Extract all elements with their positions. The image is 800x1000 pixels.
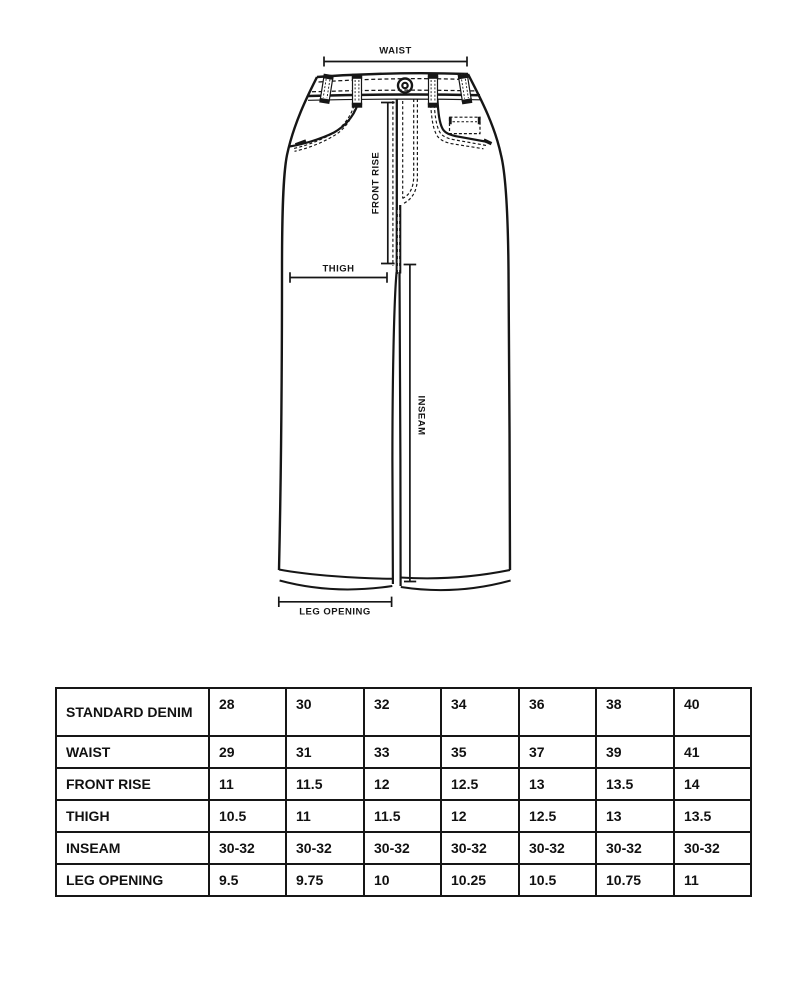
size-value-cell: 14 [674, 768, 751, 800]
inseam-dimension [404, 265, 427, 582]
size-value-cell: 10.5 [519, 864, 596, 896]
row-label-thigh: THIGH [56, 800, 209, 832]
size-value-cell: 38 [596, 688, 674, 736]
size-value-cell: 30-32 [364, 832, 441, 864]
size-value-cell: 11.5 [364, 800, 441, 832]
waistband-under-line [308, 99, 481, 100]
left-side-seam [279, 77, 317, 570]
right-front-pocket [430, 99, 491, 149]
jeans-outline [279, 73, 511, 590]
size-value-cell: 39 [596, 736, 674, 768]
size-value-cell: 30-32 [441, 832, 519, 864]
front-rise-dimension [371, 103, 395, 264]
size-value-cell: 11 [209, 768, 286, 800]
size-value-cell: 13 [519, 768, 596, 800]
size-value-cell: 29 [209, 736, 286, 768]
size-value-cell: 36 [519, 688, 596, 736]
size-value-cell: 33 [364, 736, 441, 768]
right-inseam-line [400, 272, 401, 586]
row-label-standard-denim: STANDARD DENIM [56, 688, 209, 736]
size-value-cell: 11 [286, 800, 364, 832]
size-value-cell: 35 [441, 736, 519, 768]
size-value-cell: 30-32 [519, 832, 596, 864]
inseam-label: INSEAM [415, 395, 427, 436]
waist-label: WAIST [379, 45, 412, 57]
left-leg-hem [279, 570, 393, 590]
header-row [56, 688, 751, 736]
row-label-inseam: INSEAM [56, 832, 209, 864]
row-label-front-rise: FRONT RISE [56, 768, 209, 800]
inseam-dimension-line [404, 265, 417, 582]
left-front-pocket [290, 99, 360, 151]
waistband-top-stitch [319, 79, 467, 82]
waistband-bottom-stitch [312, 90, 478, 92]
size-value-cell: 12.5 [441, 768, 519, 800]
size-value-cell: 13.5 [674, 800, 751, 832]
measurement-row-inseam [56, 832, 751, 864]
size-value-cell: 32 [364, 688, 441, 736]
size-value-cell: 9.75 [286, 864, 364, 896]
size-value-cell: 13 [596, 800, 674, 832]
measurement-row-leg-opening [56, 864, 751, 896]
measurement-row-waist [56, 736, 751, 768]
size-chart-table [55, 687, 752, 897]
left-inseam-line [392, 272, 396, 584]
size-value-cell: 41 [674, 736, 751, 768]
size-value-cell: 10.75 [596, 864, 674, 896]
size-value-cell: 34 [441, 688, 519, 736]
size-value-cell: 30-32 [596, 832, 674, 864]
size-value-cell: 10.25 [441, 864, 519, 896]
size-value-cell: 30-32 [286, 832, 364, 864]
size-value-cell: 12 [364, 768, 441, 800]
size-value-cell: 12.5 [519, 800, 596, 832]
thigh-dimension [290, 264, 387, 283]
belt-loop-left [352, 74, 362, 108]
size-value-cell: 28 [209, 688, 286, 736]
leg-opening-dimension-line [279, 597, 392, 607]
leg-opening-dimension [279, 597, 392, 618]
size-value-cell: 37 [519, 736, 596, 768]
right-leg-hem [400, 570, 510, 590]
size-value-cell: 13.5 [596, 768, 674, 800]
measurement-row-front-rise [56, 768, 751, 800]
size-value-cell: 30-32 [209, 832, 286, 864]
waist-dimension-line [324, 57, 467, 67]
fly-detail [393, 99, 418, 274]
size-value-cell: 9.5 [209, 864, 286, 896]
size-value-cell: 12 [441, 800, 519, 832]
size-value-cell: 10.5 [209, 800, 286, 832]
right-pocket-bartack [484, 140, 492, 144]
row-label-waist: WAIST [56, 736, 209, 768]
front-rise-label: FRONT RISE [370, 151, 382, 215]
belt-loop-right [428, 74, 438, 108]
size-value-cell: 40 [674, 688, 751, 736]
size-value-cell: 30 [286, 688, 364, 736]
leg-opening-label: LEG OPENING [299, 606, 371, 618]
waist-dimension [324, 46, 467, 67]
size-value-cell: 31 [286, 736, 364, 768]
right-side-seam [468, 74, 510, 570]
size-value-cell: 30-32 [674, 832, 751, 864]
waistband-bottom-edge [309, 95, 481, 96]
measurement-row-thigh [56, 800, 751, 832]
thigh-label: THIGH [322, 263, 355, 275]
coin-pocket [450, 117, 481, 134]
waistband-top-edge [317, 73, 468, 77]
size-value-cell: 11.5 [286, 768, 364, 800]
size-value-cell: 11 [674, 864, 751, 896]
row-label-leg-opening: LEG OPENING [56, 864, 209, 896]
size-value-cell: 10 [364, 864, 441, 896]
